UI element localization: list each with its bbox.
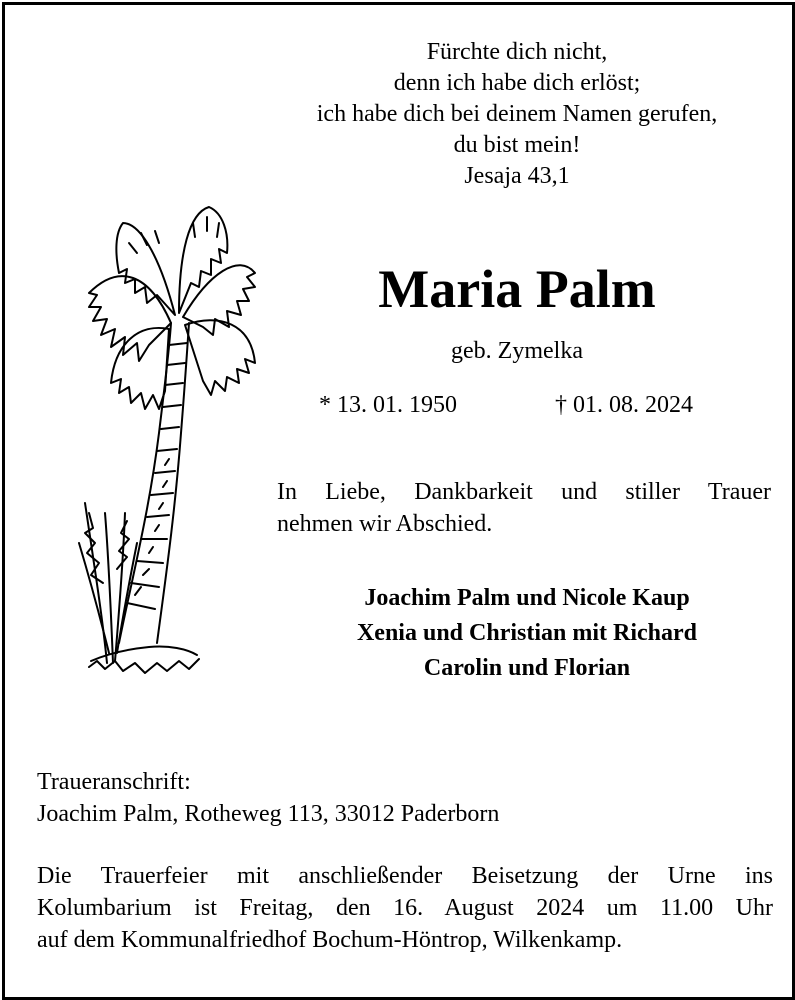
verse-reference: Jesaja 43,1 — [464, 163, 570, 189]
verse-line: du bist mein! — [453, 132, 581, 158]
palm-tree-icon — [19, 183, 284, 688]
maiden-name: geb. Zymelka — [451, 338, 583, 364]
address-value: Joachim Palm, Rotheweg 113, 33012 Paderborn — [37, 801, 500, 827]
ceremony-line: Kolumbarium ist Freitag, den 16. August 2024 um 11.00 Uhr — [37, 895, 773, 921]
ceremony-line: Die Trauerfeier mit anschließender Beisetzung der Urne ins — [37, 863, 773, 889]
deceased-name: Maria Palm — [378, 259, 656, 319]
family-member: Xenia und Christian mit Richard — [356, 620, 698, 646]
ceremony-info — [37, 860, 773, 956]
verse-line: ich habe dich bei deinem Namen gerufen, — [316, 101, 718, 127]
death-date: † 01. 08. 2024 — [555, 392, 693, 418]
mourning-address — [37, 766, 777, 830]
bible-verse — [267, 37, 767, 192]
mourning-line: In Liebe, Dankbarkeit und stiller Trauer — [277, 479, 771, 505]
address-label: Traueranschrift: — [37, 769, 191, 795]
ceremony-line: auf dem Kommunalfriedhof Bochum-Höntrop, Wilkenkamp. — [37, 927, 623, 953]
verse-line: denn ich habe dich erlöst; — [393, 70, 641, 96]
mourning-text — [277, 476, 771, 540]
family-member: Joachim Palm und Nicole Kaup — [364, 585, 690, 611]
mourning-line: nehmen wir Abschied. — [277, 511, 493, 537]
family-member: Carolin und Florian — [423, 655, 631, 681]
family-list — [267, 581, 787, 686]
obituary-notice — [2, 2, 795, 1000]
verse-line: Fürchte dich nicht, — [426, 39, 608, 65]
birth-date: * 13. 01. 1950 — [319, 392, 457, 418]
